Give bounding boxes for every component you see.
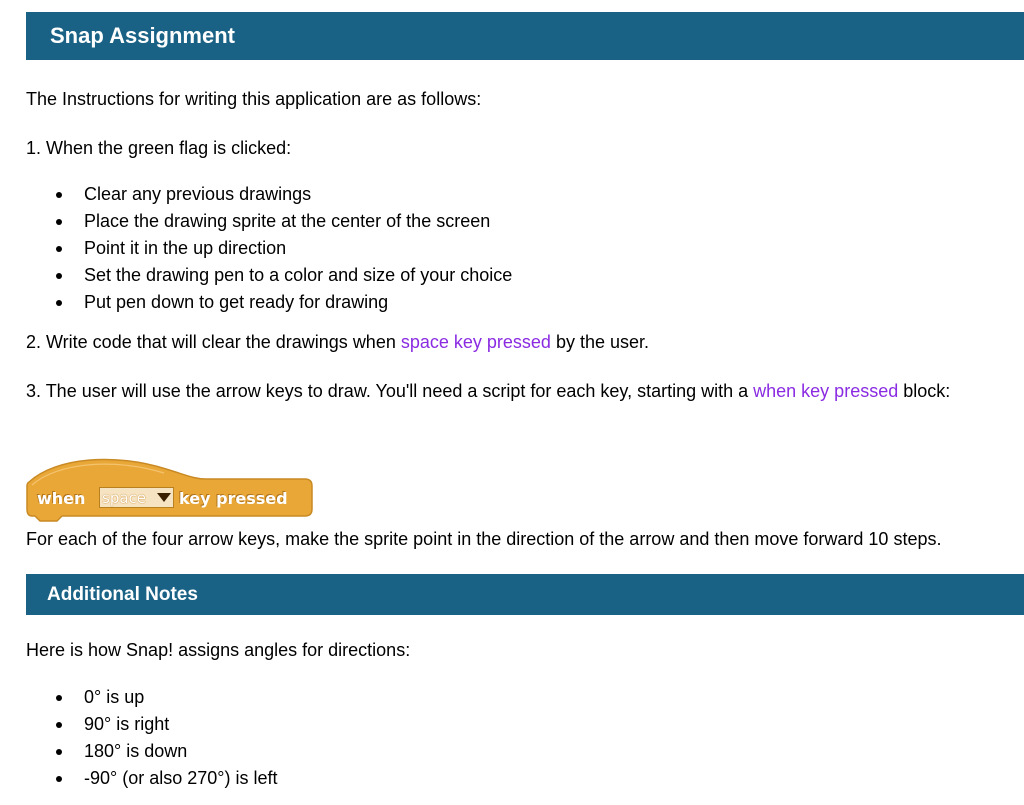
step-2-before: 2. Write code that will clear the drawings when (26, 332, 401, 352)
list-item-text: Put pen down to get ready for drawing (84, 292, 389, 312)
step-2-after: by the user. (550, 332, 650, 352)
additional-notes-banner (26, 574, 1024, 615)
intro-text: The Instructions for writing this application are as follows: (26, 89, 482, 109)
step-2-text (26, 331, 649, 353)
list-item-text: Set the drawing pen to a color and size of your choice (84, 265, 513, 285)
step-1-heading: 1. When the green flag is clicked: (26, 138, 292, 158)
key-option-dropdown[interactable] (99, 487, 174, 508)
block-key-pressed-label: key pressed (179, 489, 288, 508)
list-item (0, 237, 512, 264)
list-item (0, 713, 277, 740)
block-when-label: when (37, 489, 86, 508)
page-title: Snap Assignment (50, 23, 235, 48)
bullet-icon (56, 749, 62, 755)
arrow-keys-instruction: For each of the four arrow keys, make the sprite point in the direction of the arrow and then move forward 10 steps. (26, 529, 942, 549)
list-item (0, 210, 512, 237)
step-3-keyword: when key pressed (753, 381, 899, 401)
chevron-down-icon (157, 493, 171, 502)
list-item-text: 0° is up (84, 687, 145, 707)
step-2-keyword: space key pressed (400, 332, 551, 352)
bullet-icon (56, 776, 62, 782)
bullet-icon (56, 219, 62, 225)
key-option-value: space (102, 489, 147, 507)
step-3-before: 3. The user will use the arrow keys to draw. You'll need a script for each key, starting with a (26, 381, 754, 401)
list-item-text: Place the drawing sprite at the center of the screen (84, 211, 491, 231)
list-item-text: Clear any previous drawings (84, 184, 312, 204)
bullet-icon (56, 192, 62, 198)
list-item-text: 180° is down (84, 741, 188, 761)
additional-notes-title: Additional Notes (47, 584, 198, 605)
list-item (0, 740, 277, 767)
list-item (0, 264, 512, 291)
list-item (0, 686, 277, 713)
list-item (0, 767, 277, 794)
bullet-icon (56, 246, 62, 252)
list-item-text: 90° is right (84, 714, 170, 734)
list-item (0, 183, 512, 210)
page-title-banner (26, 12, 1024, 60)
bullet-icon (56, 300, 62, 306)
notes-intro: Here is how Snap! assigns angles for directions: (26, 640, 411, 660)
when-key-pressed-block (26, 455, 316, 523)
list-item-text: Point it in the up direction (84, 238, 287, 258)
step-1-list (0, 183, 512, 318)
step-3-text (26, 380, 950, 402)
step-3-after: block: (898, 381, 951, 401)
bullet-icon (56, 722, 62, 728)
list-item-text: -90° (or also 270°) is left (84, 768, 278, 788)
list-item (0, 291, 512, 318)
angles-list (0, 686, 277, 794)
bullet-icon (56, 273, 62, 279)
bullet-icon (56, 695, 62, 701)
